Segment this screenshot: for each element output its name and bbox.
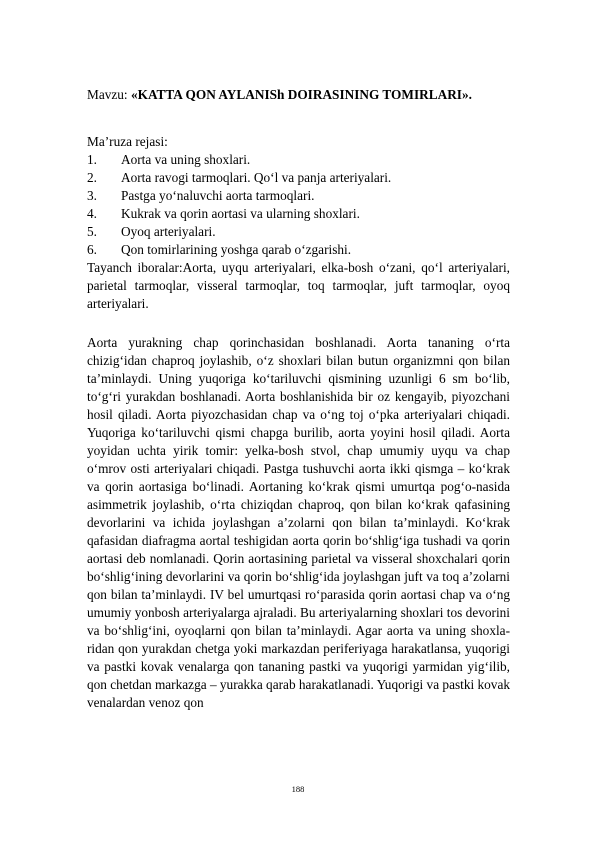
list-item-text: Pastga yo‘naluvchi aorta tarmoqlari. xyxy=(121,188,315,203)
list-item xyxy=(87,205,510,223)
list-item-text: Oyoq arteriyalari. xyxy=(121,224,216,239)
page-number: 188 xyxy=(291,784,305,794)
keywords-paragraph: Tayanch iboralar:Aorta, uyqu arteriyalari, elka-bosh o‘zani, qo‘l arteriyalari, parietal tarmoqlar, visseral tarmoqlar, toq tarmoqlar, juft tarmoqlar, oyoq arteriyalari. xyxy=(87,260,510,311)
list-item xyxy=(87,187,510,205)
list-item-text: Aorta ravogi tarmoqlari. Qo‘l va panja arteriyalari. xyxy=(121,170,392,185)
list-item-text: Aorta va uning shoxlari. xyxy=(121,152,251,167)
list-item xyxy=(87,151,510,169)
list-item-number: 4. xyxy=(87,206,97,221)
list-item xyxy=(87,169,510,187)
plan-list xyxy=(87,151,510,259)
topic-line xyxy=(87,86,510,104)
body-paragraph: Aorta yurakning chap qorinchasidan boshlanadi. Aorta tananing o‘rta chizig‘idan chaproq joylashib, o‘z shoxlari bilan butun organizmni qon bilan ta’minlaydi. Uning yuqoriga ko‘tariluvchi qismining uzunligi 6 sm bo‘lib, to‘g‘ri yurakdan boshlanadi. Aorta boshlanishida bir oz kengayib, piyozchani hosil qiladi. Aorta piyozchasidan chap va o‘ng toj o‘pka arteriyalari chiqadi. Yuqoriga ko‘tariluvchi qismi chapga burilib, aorta yoyini hosil qiladi. Aorta yoyidan uchta yirik tomir: yelka-bosh stvol, chap umumiy uyqu va chap o‘mrov osti arteriyalari chiqadi. Pastga tushuvchi aorta ikki qismga – ko‘krak va qorin aortasiga bo‘linadi. Aortaning ko‘krak qismi umurtqa pog‘o-nasida asimmetrik joylashib, o‘rta chiziqdan chaproq, qon bilan ko‘krak qafasining devorlarini va ichida joylashgan a’zolarni qon bilan ta’minlaydi. Ko‘krak qafasidan diafragma aortal teshigidan aorta qorin bo‘shlig‘iga tushadi va qorin aortasi deb nomlanadi. Qorin aortasining parietal va visseral shoxchalari qorin bo‘shlig‘ining devorlarini va qorin bo‘shlig‘ida joylashgan juft va toq a’zolarni qon bilan ta’minlaydi. IV bel umurtqasi ro‘parasida qorin aortasi chap va o‘ng umumiy yonbosh arteriyalarga ajraladi. Bu arteriyalarning shoxlari tos devorini va bo‘shlig‘ini, oyoqlarni qon bilan ta’minlaydi. Agar aorta va uning shoxla-ridan qon yurakdan chetga yoki markazdan periferiyaga harakatlansa, yuqorigi va pastki kovak venalarga qon tananing pastki va yuqorigi yarmidan yig‘ilib, qon chetdan markazga – yurakka qarab harakatlanadi. Yuqorigi va pastki kovak venalardan venoz qon xyxy=(87,335,511,710)
list-item-number: 3. xyxy=(87,188,97,203)
list-item xyxy=(87,223,510,241)
list-item-text: Qon tomirlarining yoshga qarab o‘zgarishi. xyxy=(121,242,352,257)
list-item-number: 5. xyxy=(87,224,97,239)
list-item-text: Kukrak va qorin aortasi va ularning shoxlari. xyxy=(121,206,360,221)
list-item-number: 6. xyxy=(87,242,97,257)
topic-title: «KATTA QON AYLANISh DOIRASINING TOMIRLARI». xyxy=(130,87,472,102)
topic-label: Mavzu: xyxy=(87,87,131,102)
list-item-number: 1. xyxy=(87,152,97,167)
plan-heading: Ma’ruza rejasi: xyxy=(87,134,168,149)
list-item xyxy=(87,241,510,259)
list-item-number: 2. xyxy=(87,170,97,185)
